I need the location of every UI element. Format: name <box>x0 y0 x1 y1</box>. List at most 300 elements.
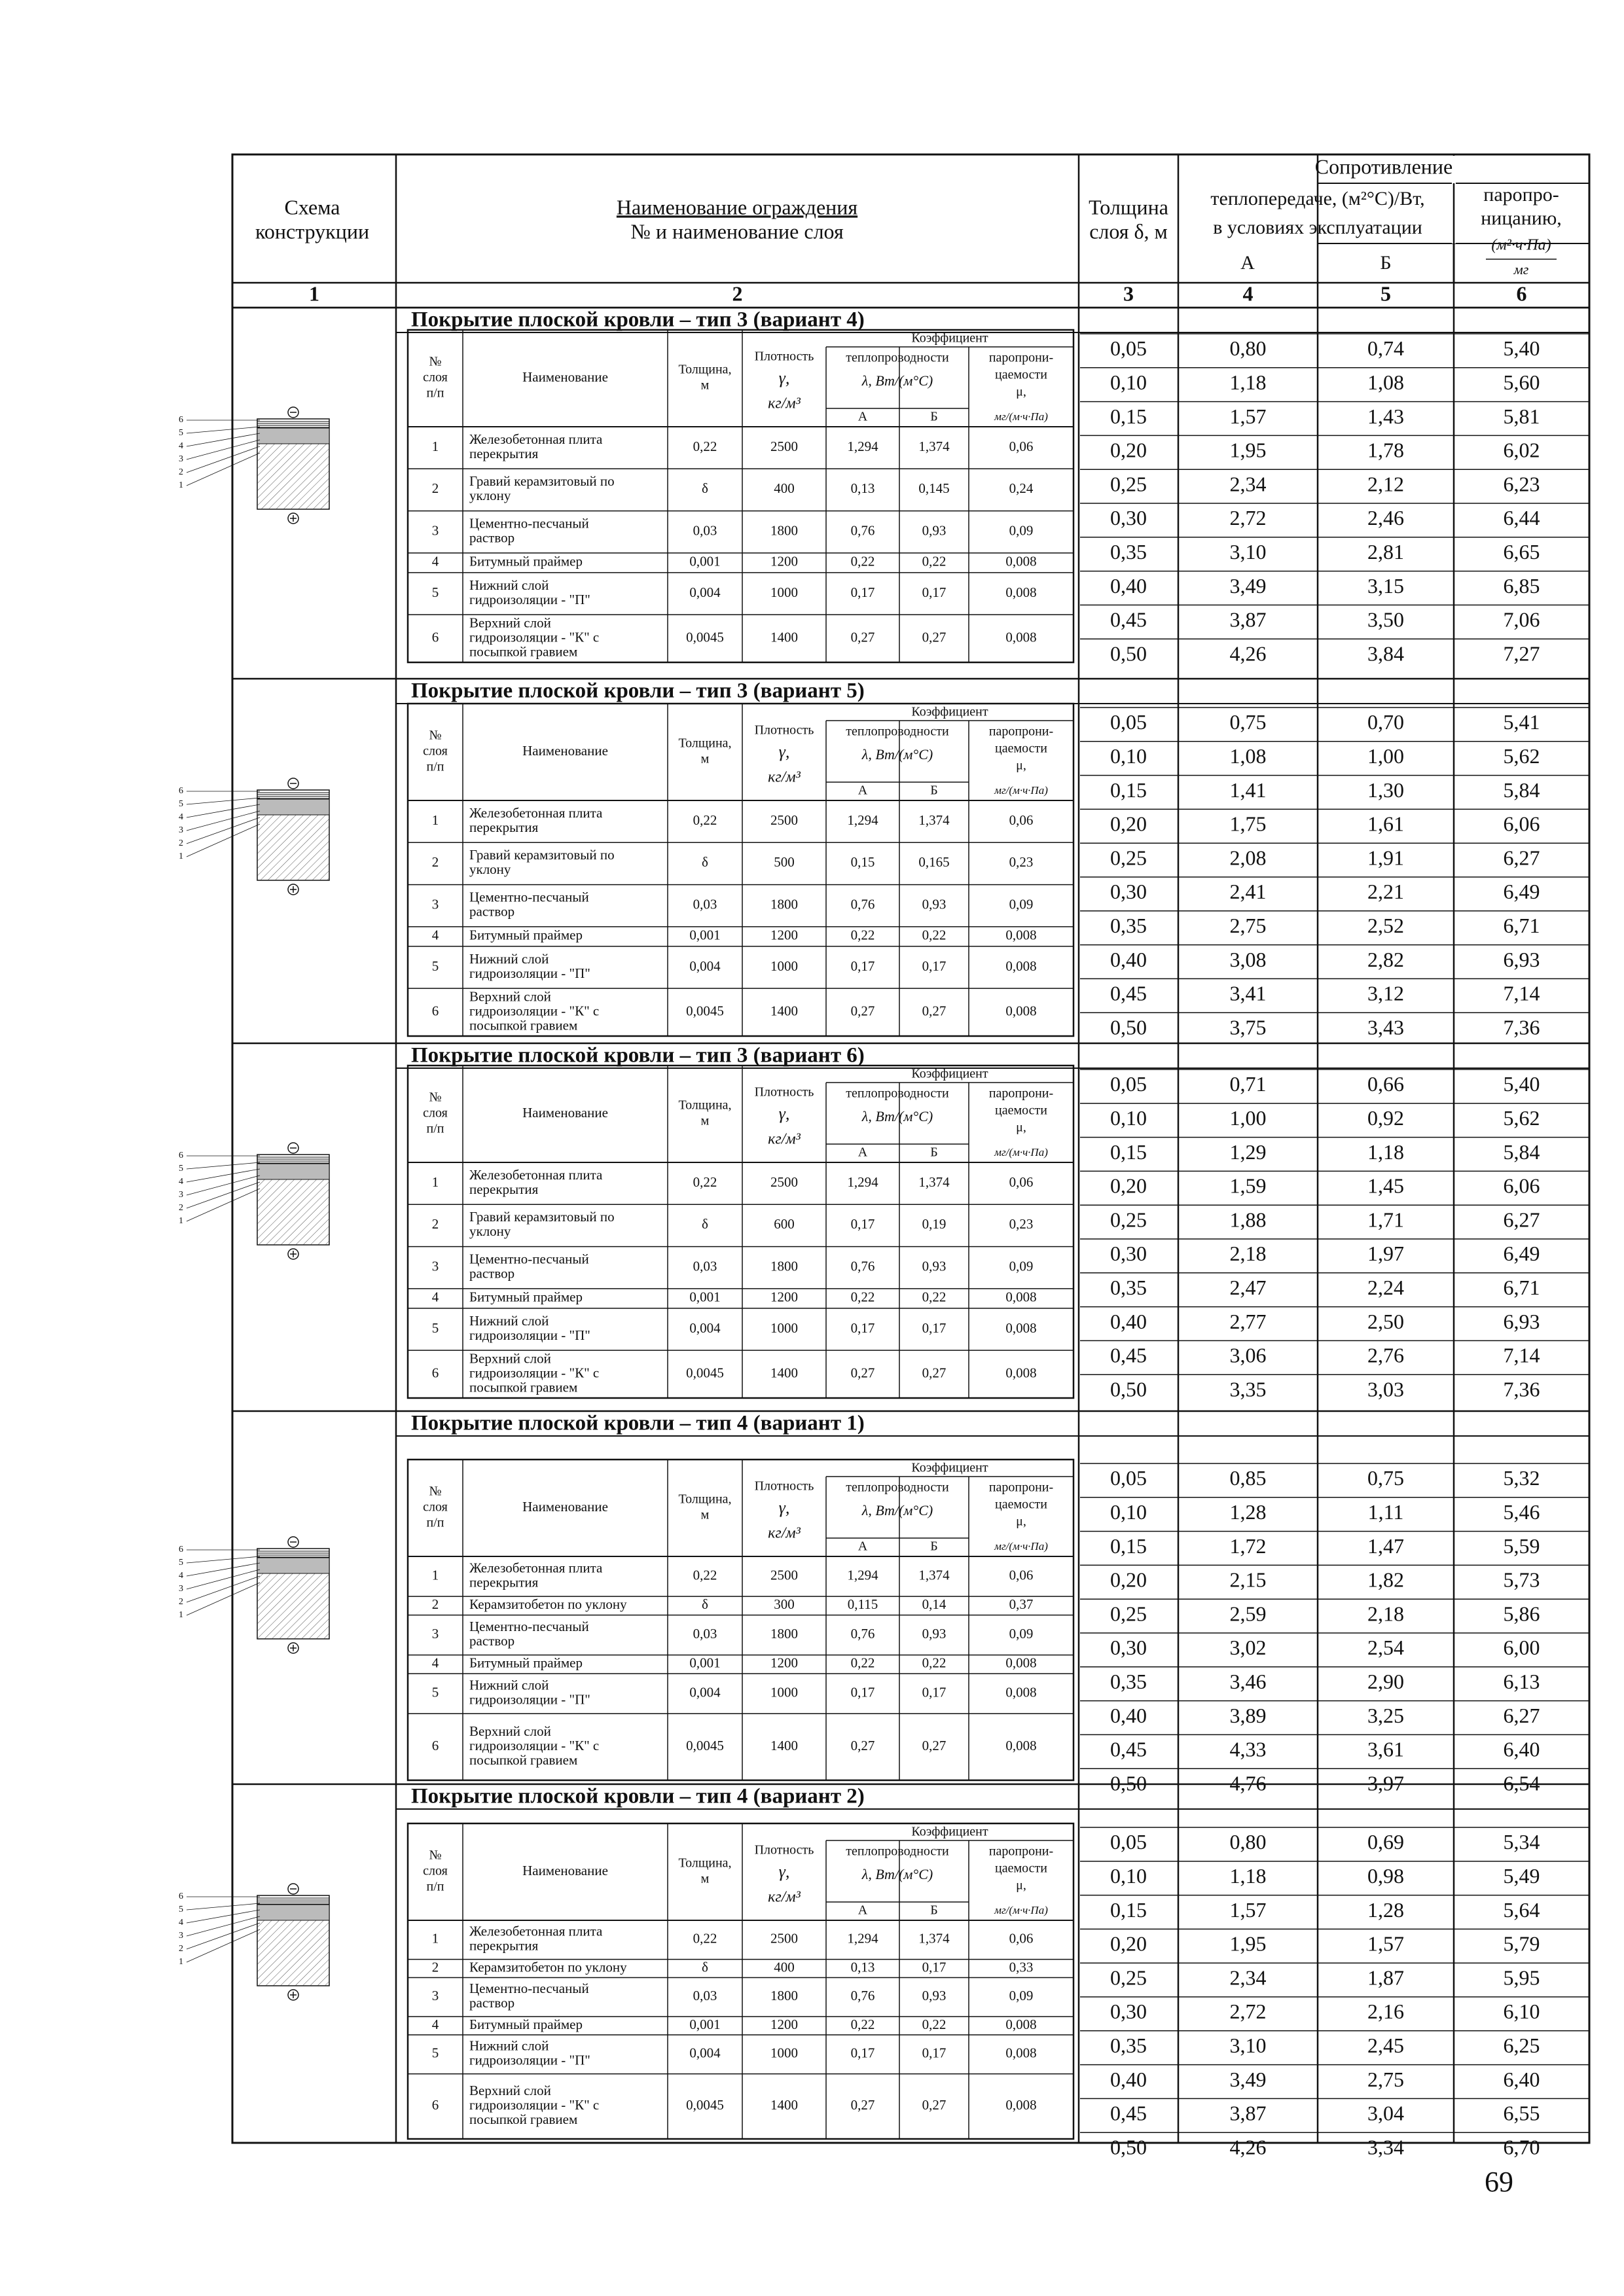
layer-name: Цементно-песчаный <box>469 1251 589 1267</box>
thickness-value: 0,35 <box>1110 2034 1147 2058</box>
layer-lambda-a: 0,22 <box>850 1289 875 1305</box>
layer-density: 1400 <box>770 1365 798 1381</box>
layer-lambda-b: 0,17 <box>922 2045 947 2061</box>
thickness-value: 0,40 <box>1110 2067 1147 2091</box>
resistance-a-value: 3,87 <box>1229 2101 1267 2125</box>
layer-head-mu: μ, <box>1016 1878 1026 1893</box>
resistance-a-value: 0,80 <box>1229 1830 1267 1854</box>
layer-density: 400 <box>774 1959 795 1975</box>
resistance-b-value: 0,70 <box>1367 710 1404 734</box>
layer-head-no: № <box>429 1090 442 1105</box>
layer-thickness: 0,001 <box>689 927 721 943</box>
vapor-resistance-value: 7,14 <box>1503 1343 1540 1367</box>
layer-name: гидроизоляции - "П" <box>469 591 590 607</box>
layer-head-mu: цаемости <box>995 741 1047 756</box>
resistance-b-value: 1,45 <box>1367 1174 1404 1198</box>
scheme-layer-number: 3 <box>179 454 183 465</box>
layer-name: посыпкой гравием <box>469 2111 578 2128</box>
thickness-value: 0,05 <box>1110 1830 1147 1854</box>
header-col2-title: Наименование ограждения <box>616 195 858 219</box>
layer-head-no: п/п <box>426 1515 444 1530</box>
layer-lambda-a: 0,27 <box>850 1737 875 1753</box>
vapor-resistance-value: 6,27 <box>1503 846 1540 870</box>
thickness-value: 0,50 <box>1110 2135 1147 2159</box>
layer-density: 1000 <box>770 1319 798 1336</box>
layer-name: гидроизоляции - "П" <box>469 965 590 981</box>
layer-name: Битумный праймер <box>469 553 583 569</box>
header-col3: слоя δ, м <box>1089 219 1168 243</box>
thickness-value: 0,25 <box>1110 472 1147 496</box>
resistance-a-value: 2,77 <box>1229 1309 1267 1333</box>
resistance-a-value: 1,18 <box>1229 1864 1267 1888</box>
scheme-layer-number: 6 <box>179 1892 183 1902</box>
thickness-value: 0,20 <box>1110 438 1147 462</box>
construction-scheme <box>179 1143 329 1259</box>
vapor-resistance-value: 6,06 <box>1503 1174 1540 1198</box>
thickness-value: 0,10 <box>1110 1864 1147 1888</box>
layer-thickness: 0,03 <box>693 522 717 539</box>
section-title: Покрытие плоской кровли – тип 4 (вариант 2) <box>411 1784 865 1808</box>
resistance-a-value: 2,18 <box>1229 1242 1267 1266</box>
scheme-layer-number: 2 <box>179 467 183 478</box>
layer-head-a: А <box>857 783 868 798</box>
resistance-b-value: 2,45 <box>1367 2034 1404 2058</box>
resistance-b-value: 3,43 <box>1367 1015 1404 1039</box>
layer-density: 2500 <box>770 812 798 828</box>
scheme-slab <box>257 815 329 880</box>
layer-mu: 0,06 <box>1009 438 1034 454</box>
column-number: 5 <box>1380 281 1391 306</box>
layer-lambda-b: 1,374 <box>918 1174 950 1190</box>
thickness-value: 0,10 <box>1110 1500 1147 1524</box>
thickness-value: 0,30 <box>1110 880 1147 904</box>
resistance-b-value: 0,75 <box>1367 1466 1404 1490</box>
layer-mu: 0,008 <box>1005 958 1037 974</box>
layer-head-no: № <box>429 354 442 369</box>
layer-head-mu: цаемости <box>995 1497 1047 1512</box>
layer-lambda-a: 0,22 <box>850 927 875 943</box>
layer-mu: 0,37 <box>1009 1596 1034 1613</box>
layer-head-a: А <box>857 1145 868 1160</box>
layer-name: Нижний слой <box>469 1677 549 1693</box>
scheme-layer-number: 1 <box>179 480 183 491</box>
layer-name: раствор <box>469 1265 515 1282</box>
layer-thickness: 0,22 <box>693 1174 717 1190</box>
layer-name: Гравий керамзитовый по <box>469 473 615 490</box>
resistance-b-value: 2,50 <box>1367 1309 1404 1333</box>
layer-name: Верхний слой <box>469 1723 551 1739</box>
layer-head-thick: м <box>700 1113 710 1128</box>
layer-name: гидроизоляции - "К" с <box>469 1737 600 1753</box>
resistance-b-value: 2,12 <box>1367 472 1404 496</box>
thickness-value: 0,30 <box>1110 1636 1147 1660</box>
layer-lambda-b: 0,17 <box>922 1684 947 1700</box>
scheme-slab <box>257 444 329 509</box>
layer-head-dens: кг/м³ <box>768 1130 801 1148</box>
vapor-resistance-value: 5,64 <box>1503 1897 1540 1922</box>
layer-name: гидроизоляции - "К" с <box>469 2097 600 2113</box>
scheme-layer-number: 6 <box>179 415 183 425</box>
thickness-value: 0,10 <box>1110 744 1147 768</box>
layer-mu: 0,09 <box>1009 522 1034 539</box>
layer-density: 1200 <box>770 1655 798 1671</box>
layer-head-name: Наименование <box>522 1498 608 1515</box>
layer-head-dens: γ, <box>778 1498 790 1517</box>
layer-thickness: 0,03 <box>693 896 717 912</box>
layer-mu: 0,09 <box>1009 1258 1034 1274</box>
vapor-resistance-value: 5,49 <box>1503 1864 1540 1888</box>
layer-head-thick: м <box>700 751 710 766</box>
resistance-a-value: 3,89 <box>1229 1703 1267 1727</box>
vapor-resistance-value: 6,40 <box>1503 2067 1540 2091</box>
layer-thickness: 0,03 <box>693 1625 717 1641</box>
vapor-resistance-value: 6,54 <box>1503 1771 1540 1795</box>
resistance-b-value: 0,66 <box>1367 1072 1404 1096</box>
thickness-value: 0,25 <box>1110 1208 1147 1232</box>
scheme-layer-number: 1 <box>179 852 183 862</box>
vapor-resistance-value: 6,23 <box>1503 472 1540 496</box>
layer-thickness: 0,004 <box>689 1319 721 1336</box>
section-title: Покрытие плоской кровли – тип 3 (вариант 5) <box>411 679 865 703</box>
resistance-a-value: 1,18 <box>1229 370 1267 395</box>
layer-head-lambda: теплопроводности <box>846 350 949 365</box>
layer-name: Гравий керамзитовый по <box>469 847 615 863</box>
layer-head-coef: Коэффициент <box>911 331 988 346</box>
vapor-resistance-value: 5,79 <box>1503 1931 1540 1956</box>
layer-name: Битумный праймер <box>469 1289 583 1305</box>
layer-head-mu: мг/(м·ч·Па) <box>994 1145 1048 1158</box>
resistance-b-value: 3,04 <box>1367 2101 1404 2125</box>
layer-head-b: Б <box>930 1145 938 1160</box>
layer-head-lambda: теплопроводности <box>846 1086 949 1101</box>
layer-density: 1000 <box>770 584 798 600</box>
layer-head-a: А <box>857 1539 868 1554</box>
layer-lambda-a: 0,76 <box>850 522 875 539</box>
resistance-b-value: 1,57 <box>1367 1931 1404 1956</box>
layer-density: 1800 <box>770 896 798 912</box>
resistance-b-value: 2,46 <box>1367 506 1404 530</box>
resistance-a-value: 1,28 <box>1229 1500 1267 1524</box>
resistance-a-value: 4,26 <box>1229 2135 1267 2159</box>
resistance-b-value: 3,50 <box>1367 607 1404 632</box>
layer-thickness: 0,001 <box>689 1655 721 1671</box>
layer-head-mu: паропрони- <box>988 1086 1054 1101</box>
layer-name: перекрытия <box>469 1937 539 1954</box>
thickness-value: 0,30 <box>1110 1242 1147 1266</box>
resistance-a-value: 1,75 <box>1229 812 1267 836</box>
layer-head-mu: мг/(м·ч·Па) <box>994 1903 1048 1916</box>
layer-name: посыпкой гравием <box>469 1379 578 1395</box>
layer-lambda-a: 0,115 <box>847 1596 878 1613</box>
scheme-fill-layer <box>257 1905 329 1920</box>
scheme-layer-number: 5 <box>179 428 183 439</box>
vapor-resistance-value: 5,34 <box>1503 1830 1540 1854</box>
layer-name: Железобетонная плита <box>469 431 603 447</box>
resistance-b-value: 2,54 <box>1367 1636 1404 1660</box>
layer-number: 4 <box>431 2016 439 2032</box>
resistance-b-value: 2,16 <box>1367 2000 1404 2024</box>
scheme-layer-number: 5 <box>179 1164 183 1174</box>
resistance-a-value: 1,95 <box>1229 438 1267 462</box>
thickness-value: 0,20 <box>1110 812 1147 836</box>
layer-lambda-a: 1,294 <box>847 812 878 828</box>
resistance-b-value: 0,98 <box>1367 1864 1404 1888</box>
scheme-layer-number: 2 <box>179 1944 183 1954</box>
layer-lambda-b: 0,17 <box>922 584 947 600</box>
layer-head-dens: γ, <box>778 1861 790 1881</box>
layer-mu: 0,008 <box>1005 1319 1037 1336</box>
layer-number: 3 <box>431 1258 439 1274</box>
vapor-resistance-value: 6,93 <box>1503 947 1540 971</box>
resistance-a-value: 0,80 <box>1229 336 1267 361</box>
layer-thickness: 0,0045 <box>686 629 724 645</box>
layer-name: посыпкой гравием <box>469 1751 578 1768</box>
resistance-b-value: 1,78 <box>1367 438 1404 462</box>
layer-head-no: слоя <box>423 744 448 759</box>
layer-head-mu: μ, <box>1016 1120 1026 1135</box>
layer-name: Битумный праймер <box>469 927 583 943</box>
scheme-layer-number: 6 <box>179 786 183 797</box>
thickness-value: 0,45 <box>1110 981 1147 1005</box>
section-title: Покрытие плоской кровли – тип 3 (вариант 6) <box>411 1043 865 1067</box>
scheme-layer-number: 6 <box>179 1151 183 1161</box>
vapor-resistance-value: 5,95 <box>1503 1965 1540 1990</box>
layer-lambda-a: 1,294 <box>847 1567 878 1583</box>
layer-name: раствор <box>469 1632 515 1649</box>
layer-mu: 0,24 <box>1009 480 1034 497</box>
thickness-value: 0,45 <box>1110 607 1147 632</box>
vapor-resistance-value: 6,00 <box>1503 1636 1540 1660</box>
resistance-b-value: 3,15 <box>1367 573 1404 598</box>
layer-mu: 0,008 <box>1005 1737 1037 1753</box>
thickness-value: 0,15 <box>1110 778 1147 802</box>
layer-lambda-b: 0,27 <box>922 1003 947 1019</box>
resistance-b-value: 2,24 <box>1367 1276 1404 1300</box>
vapor-resistance-value: 7,06 <box>1503 607 1540 632</box>
layer-thickness: 0,03 <box>693 1258 717 1274</box>
vapor-resistance-value: 6,06 <box>1503 812 1540 836</box>
layer-head-b: Б <box>930 409 938 424</box>
layer-head-name: Наименование <box>522 1104 608 1121</box>
layer-lambda-b: 0,27 <box>922 1365 947 1381</box>
thickness-value: 0,15 <box>1110 1534 1147 1558</box>
layer-density: 2500 <box>770 1930 798 1946</box>
layer-mu: 0,008 <box>1005 1684 1037 1700</box>
vapor-resistance-value: 5,40 <box>1503 336 1540 361</box>
resistance-b-value: 2,82 <box>1367 947 1404 971</box>
vapor-resistance-value: 6,40 <box>1503 1737 1540 1761</box>
vapor-resistance-value: 5,81 <box>1503 404 1540 428</box>
resistance-b-value: 2,76 <box>1367 1343 1404 1367</box>
header-vapor: паропро- <box>1483 183 1559 206</box>
layer-thickness: 0,0045 <box>686 1737 724 1753</box>
layer-head-lambda: λ, Вт/(м°С) <box>861 1502 933 1519</box>
resistance-a-value: 1,00 <box>1229 1106 1267 1130</box>
layer-head-no: п/п <box>426 759 444 774</box>
layer-name: посыпкой гравием <box>469 643 578 660</box>
resistance-b-value: 0,69 <box>1367 1830 1404 1854</box>
construction-scheme <box>179 407 329 524</box>
layer-number: 2 <box>431 1959 439 1975</box>
layer-thickness: 0,0045 <box>686 1365 724 1381</box>
layer-name: Железобетонная плита <box>469 804 603 821</box>
layer-density: 1400 <box>770 2097 798 2113</box>
thickness-value: 0,50 <box>1110 1771 1147 1795</box>
layer-head-b: Б <box>930 783 938 798</box>
vapor-resistance-value: 5,41 <box>1503 710 1540 734</box>
scheme-layer-number: 2 <box>179 1203 183 1213</box>
scheme-layer-number: 1 <box>179 1957 183 1967</box>
layer-name: Верхний слой <box>469 1350 551 1367</box>
scheme-layer-number: 4 <box>179 441 183 452</box>
resistance-a-value: 0,75 <box>1229 710 1267 734</box>
layer-name: гидроизоляции - "П" <box>469 1327 590 1343</box>
layer-number: 2 <box>431 1596 439 1613</box>
layer-head-dens: γ, <box>778 742 790 761</box>
layer-lambda-b: 0,27 <box>922 629 947 645</box>
header-sub-b: Б <box>1380 251 1392 274</box>
vapor-resistance-value: 6,10 <box>1503 2000 1540 2024</box>
thickness-value: 0,40 <box>1110 1703 1147 1727</box>
layer-head-thick: м <box>700 1507 710 1522</box>
layer-lambda-b: 0,93 <box>922 896 947 912</box>
layer-head-no: п/п <box>426 386 444 401</box>
resistance-b-value: 2,90 <box>1367 1670 1404 1694</box>
construction-scheme <box>179 1537 329 1653</box>
resistance-b-value: 3,61 <box>1367 1737 1404 1761</box>
vapor-resistance-value: 6,27 <box>1503 1208 1540 1232</box>
vapor-resistance-value: 6,71 <box>1503 1276 1540 1300</box>
layer-lambda-a: 0,22 <box>850 553 875 569</box>
layer-head-b: Б <box>930 1903 938 1918</box>
vapor-resistance-value: 5,73 <box>1503 1568 1540 1592</box>
layer-number: 4 <box>431 553 439 569</box>
scheme-layer-number: 5 <box>179 1905 183 1915</box>
header-vapor: ницанию, <box>1481 207 1562 229</box>
thickness-value: 0,05 <box>1110 336 1147 361</box>
thickness-value: 0,40 <box>1110 947 1147 971</box>
vapor-resistance-value: 5,86 <box>1503 1602 1540 1626</box>
resistance-b-value: 1,91 <box>1367 846 1404 870</box>
layer-number: 1 <box>431 1930 439 1946</box>
layer-density: 2500 <box>770 1174 798 1190</box>
resistance-a-value: 0,85 <box>1229 1466 1267 1490</box>
scheme-layer-number: 3 <box>179 825 183 836</box>
layer-name: Цементно-песчаный <box>469 515 589 531</box>
layer-name: раствор <box>469 1995 515 2011</box>
layer-density: 1200 <box>770 927 798 943</box>
thickness-value: 0,35 <box>1110 1670 1147 1694</box>
vapor-resistance-value: 5,84 <box>1503 778 1540 802</box>
vapor-resistance-value: 6,13 <box>1503 1670 1540 1694</box>
layer-head-dens: кг/м³ <box>768 1524 801 1542</box>
vapor-resistance-value: 5,40 <box>1503 1072 1540 1096</box>
layer-head-mu: паропрони- <box>988 724 1054 739</box>
vapor-resistance-value: 6,49 <box>1503 1242 1540 1266</box>
layer-mu: 0,008 <box>1005 629 1037 645</box>
layer-lambda-b: 0,27 <box>922 1737 947 1753</box>
layer-thickness: 0,004 <box>689 1684 721 1700</box>
resistance-a-value: 3,10 <box>1229 540 1267 564</box>
layer-name: посыпкой гравием <box>469 1017 578 1033</box>
layer-thickness: 0,004 <box>689 584 721 600</box>
layer-head-no: слоя <box>423 1863 448 1878</box>
layer-lambda-b: 0,22 <box>922 927 947 943</box>
vapor-resistance-value: 7,27 <box>1503 641 1540 666</box>
layer-lambda-a: 0,27 <box>850 2097 875 2113</box>
layer-number: 6 <box>431 2097 439 2113</box>
layer-head-lambda: λ, Вт/(м°С) <box>861 1108 933 1125</box>
resistance-b-value: 3,25 <box>1367 1703 1404 1727</box>
header-vapor: (м²·ч·Па) <box>1491 236 1551 254</box>
layer-density: 300 <box>774 1596 795 1613</box>
resistance-a-value: 0,71 <box>1229 1072 1267 1096</box>
layer-mu: 0,008 <box>1005 1003 1037 1019</box>
layer-head-no: слоя <box>423 1499 448 1515</box>
layer-name: Керамзитобетон по уклону <box>469 1596 627 1613</box>
layer-mu: 0,06 <box>1009 812 1034 828</box>
layer-head-no: № <box>429 728 442 743</box>
layer-density: 1800 <box>770 1625 798 1641</box>
layer-head-dens: кг/м³ <box>768 768 801 786</box>
resistance-b-value: 2,21 <box>1367 880 1404 904</box>
layer-head-dens: Плотность <box>754 1842 814 1857</box>
layer-lambda-a: 0,22 <box>850 1655 875 1671</box>
scheme-fill-layer <box>257 799 329 815</box>
layer-name: Железобетонная плита <box>469 1923 603 1939</box>
layer-lambda-a: 1,294 <box>847 438 878 454</box>
layer-density: 1200 <box>770 553 798 569</box>
layer-name: гидроизоляции - "К" с <box>469 629 600 645</box>
layer-number: 1 <box>431 812 439 828</box>
construction-scheme <box>179 1884 329 2000</box>
layer-thickness: 0,001 <box>689 553 721 569</box>
layer-head-thick: Толщина, <box>678 736 732 751</box>
layer-name: раствор <box>469 903 515 920</box>
layer-lambda-a: 0,17 <box>850 958 875 974</box>
layer-thickness: 0,22 <box>693 438 717 454</box>
layer-head-mu: цаемости <box>995 1103 1047 1118</box>
layer-lambda-a: 0,17 <box>850 2045 875 2061</box>
layer-name: Цементно-песчаный <box>469 1618 589 1634</box>
layer-mu: 0,008 <box>1005 1365 1037 1381</box>
layer-number: 3 <box>431 522 439 539</box>
layer-head-name: Наименование <box>522 1862 608 1878</box>
resistance-b-value: 1,18 <box>1367 1139 1404 1164</box>
thickness-value: 0,35 <box>1110 914 1147 938</box>
vapor-resistance-value: 6,55 <box>1503 2101 1540 2125</box>
layer-mu: 0,008 <box>1005 553 1037 569</box>
thickness-value: 0,50 <box>1110 1015 1147 1039</box>
page-number: 69 <box>1485 2166 1513 2198</box>
section-title: Покрытие плоской кровли – тип 4 (вариант 1) <box>411 1411 865 1435</box>
layer-head-dens: Плотность <box>754 1085 814 1100</box>
vapor-resistance-value: 6,02 <box>1503 438 1540 462</box>
header-col3: Толщина <box>1089 195 1168 219</box>
scheme-layer-number: 3 <box>179 1931 183 1941</box>
resistance-a-value: 3,87 <box>1229 607 1267 632</box>
layer-head-lambda: теплопроводности <box>846 1480 949 1495</box>
layer-number: 6 <box>431 1003 439 1019</box>
layer-number: 6 <box>431 1737 439 1753</box>
layer-name: Верхний слой <box>469 615 551 631</box>
layer-head-mu: мг/(м·ч·Па) <box>994 1539 1048 1552</box>
layer-head-thick: м <box>700 378 710 393</box>
layer-head-dens: кг/м³ <box>768 1888 801 1906</box>
layer-head-coef: Коэффициент <box>911 1824 988 1839</box>
resistance-a-value: 4,33 <box>1229 1737 1267 1761</box>
layer-lambda-b: 0,22 <box>922 2016 947 2032</box>
